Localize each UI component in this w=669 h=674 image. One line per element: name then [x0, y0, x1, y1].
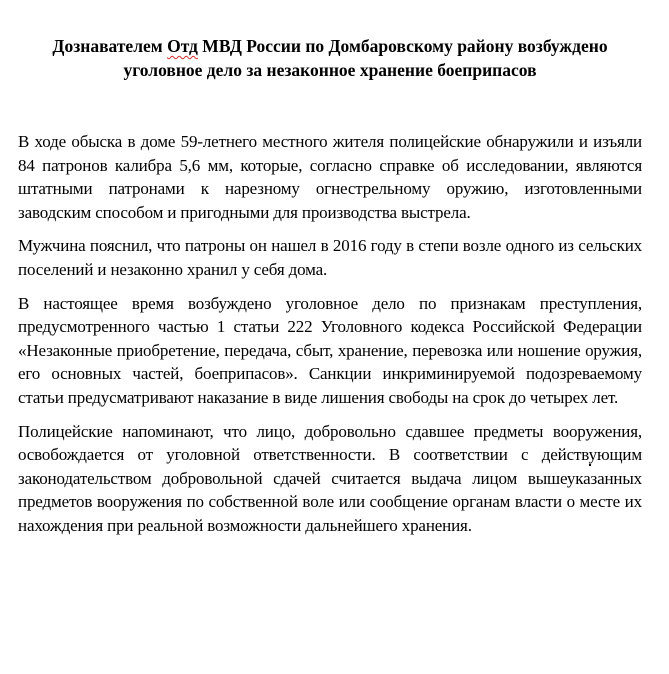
document-title — [18, 34, 642, 82]
title-spellcheck-word: Отд — [167, 36, 198, 56]
paragraph-search: В ходе обыска в доме 59-летнего местного жителя полицейские обнаружили и изъяли 84 патронов калибра 5,6 мм, которые, согласно справке об исследовании, являются штатными патронами к нарезному огнестрельному оружию, изготовленными заводским способом и пригодными для производства выстрела. — [18, 132, 642, 222]
document-body — [18, 130, 642, 538]
paragraph-criminal-case: В настоящее время возбуждено уголовное дело по признакам преступления, предусмотренного частью 1 статьи 222 Уголовного кодекса Российской Федерации «Незаконные приобретение, передача, сбыт, хранение, перевозка или ношение оружия, его основных частей, боеприпасов». Санкции инкриминируемой подозреваемому статьи предусматривают наказание в виде лишения свободы на срок до четырех лет. — [18, 293, 642, 407]
title-part-3: МВД России по Домбаровскому району возбуждено уголовное дело за незаконное хранение боеприпасов — [123, 36, 608, 80]
paragraph-voluntary-surrender: Полицейские напоминают, что лицо, добровольно сдавшее предметы вооружения, освобождается от уголовной ответственности. В соответствии с действующим законодательством добровольной сдачей считается выдача лицом вышеуказанных предметов вооружения по собственной воле или сообщение органам власти о месте их нахождения при реальной возможности дальнейшего хранения. — [18, 421, 642, 535]
paragraph-explanation: Мужчина пояснил, что патроны он нашел в 2016 году в степи возле одного из сельских поселений и незаконно хранил у себя дома. — [18, 236, 642, 279]
stray-dot — [589, 464, 591, 466]
title-part-1: Дознавателем — [52, 36, 168, 56]
document — [18, 0, 642, 548]
